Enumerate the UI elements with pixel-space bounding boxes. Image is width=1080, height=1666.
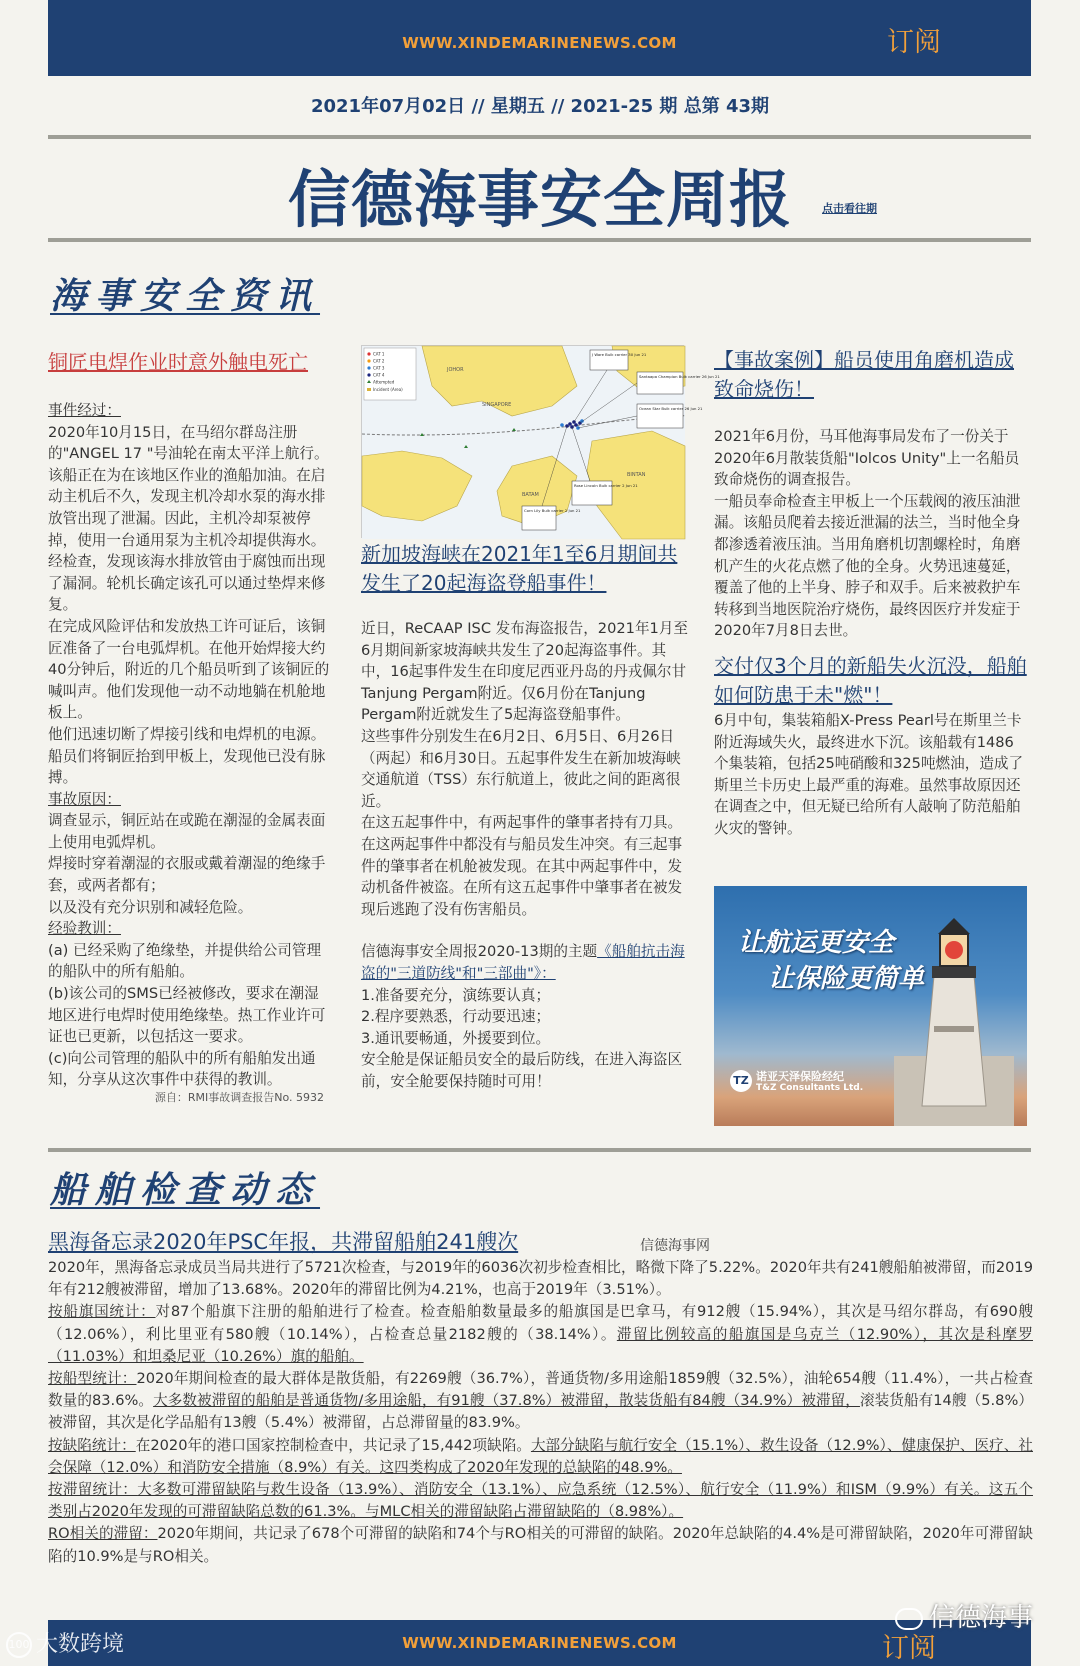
stat-label: 按船旗国统计：	[48, 1303, 156, 1321]
incident-callout: J Ware Bulk carrier 30 Jun 21	[592, 352, 647, 357]
place-label: SINGAPORE	[482, 402, 512, 408]
article-grinder-burn	[714, 346, 1027, 840]
site-url[interactable]: WWW.XINDEMARINENEWS.COM	[402, 1634, 677, 1652]
reference-prefix: 信德海事安全周报2020-13期的主题	[361, 943, 598, 961]
wechat-icon	[895, 1608, 923, 1630]
reference-link[interactable]: 《船舶抗击海盗的"三道防线"和"三部曲"》：	[361, 943, 685, 982]
stat-paragraph	[48, 1479, 1033, 1523]
article-source: 信德海事网	[640, 1238, 710, 1254]
article-paragraph: 近日，ReCAAP ISC 发布海盗报告，2021年1月至6月期间新家坡海峡共发生了20起海盗事件。其中，16起事件发生在印度尼西亚丹岛的丹戎佩尔甘Tanjung Pergam附近。仅6月份在Tanjung Pergam附近就发生了5起海盗登船事件。	[361, 620, 689, 724]
stat-text-underlined: 大多数被滞留的船舶是普通货物/多用途船，有91艘（37.8%）被滞留，散装货船有84艘（34.9%）被滞留，	[153, 1392, 860, 1410]
divider	[48, 135, 1031, 139]
platform-watermark	[6, 1627, 124, 1658]
brand-name: 大数跨境	[36, 1632, 125, 1657]
masthead-title: 信德海事安全周报	[287, 163, 792, 236]
stat-paragraph	[48, 1523, 1033, 1567]
article-headline[interactable]: 铜匠电焊作业时意外触电死亡	[48, 350, 308, 374]
article-singapore-piracy	[361, 540, 694, 1092]
article-paragraph: 调查显示，铜匠站在或跪在潮湿的金属表面上使用电弧焊机。	[48, 812, 326, 851]
stat-label: 按船型统计：	[48, 1370, 137, 1388]
legend-entry: CAT 1	[373, 351, 385, 357]
stat-paragraph	[48, 1368, 1033, 1435]
legend-marker	[367, 366, 370, 369]
subheading: 经验教训：	[48, 920, 121, 938]
map-legend	[364, 348, 416, 400]
article-headline[interactable]: 黑海备忘录2020年PSC年报，共滞留船舶241艘次	[48, 1230, 519, 1254]
article-paragraph: 一船员奉命检查主甲板上一个压载阀的液压油泄漏。该船员爬着去接近泄漏的法兰，当时他全身都渗透着液压油。当用角磨机切割螺栓时，角磨机产生的火花点燃了他的全身。火势迅速蔓延，覆盖了他的上半身、脖子和双手。后来被救护车转移到当地医院治疗烧伤，最终因医疗并发症于2020年7月8日去世。	[714, 492, 1021, 640]
article-paragraph: (c)向公司管理的船队中的所有船舶发出通知，分享从这次事件中获得的教训。	[48, 1049, 316, 1089]
article-paragraph: (b)该公司的SMS已经被修改，要求在潮湿地区进行电焊时使用绝缘垫。热工作业许可证也已更新，以包括这一要求。	[48, 985, 326, 1046]
legend-marker	[367, 352, 370, 355]
section-title-ship-inspection: 船舶检查动态	[50, 1170, 321, 1211]
stat-text: 滚装货船有14艘（5.8%）被滞留，其次是化学品船有13艘（5.4%）被滞留，占总滞留量的83.9%。	[48, 1392, 1033, 1432]
legend-marker	[367, 388, 371, 391]
place-label: BATAM	[522, 492, 539, 498]
list-item: 1.准备要充分，演练要认真；	[361, 986, 551, 1004]
issue-dateline: 2021年07月02日 // 星期五 // 2021-25 期 总第 43期	[310, 96, 770, 117]
stat-text-underlined: 滞留比例较高的船旗国是乌克兰（12.90%），其次是科摩罗（11.03%）和坦桑尼亚（10.26%）旗的船舶。	[48, 1325, 1033, 1365]
subscribe-button[interactable]: 订阅	[882, 1633, 936, 1664]
incident-callout: Ocean Star Bulk carrier 26 Jun 21	[639, 406, 703, 411]
stat-text: 2020年期间检查的最大群体是散货船，有2269艘（36.7%），普通货物/多用途船1859艘（32.5%），油轮654艘（11.4%），一共占检查数量的83.6%。	[48, 1370, 1033, 1410]
psc-report-body	[48, 1257, 1033, 1568]
article-body	[48, 400, 332, 1091]
stat-paragraph	[48, 1435, 1033, 1479]
article-headline[interactable]: 【事故案例】船员使用角磨机造成致命烧伤！	[714, 348, 1014, 401]
watermark-text: 信德海事	[929, 1603, 1034, 1633]
article-paragraph: 以及没有充分识别和减轻危险。	[48, 898, 253, 916]
legend-entry: CAT 4	[373, 372, 385, 378]
stat-text: 2020年期间，共记录了678个可滞留的缺陷和74个与RO相关的可滞留的缺陷。2020年总缺陷的4.4%是可滞留缺陷，2020年可滞留缺陷的10.9%是与RO相关。	[48, 1525, 1033, 1565]
ad-company-name-en: T&Z Consultants Ltd.	[756, 1083, 864, 1093]
stat-label: 按滞留统计：	[48, 1481, 138, 1499]
article-paragraph: 安全舱是保证船员安全的最后防线，在进入海盗区前，安全舱要保持随时可用！	[361, 1051, 683, 1090]
piracy-incident-map	[361, 345, 720, 538]
subheading: 事件经过：	[48, 402, 121, 419]
article-paragraph: 在完成风险评估和发放热工许可证后，该铜匠准备了一台电弧焊机。在他开始焊接大约40分钟后，附近的几个船员听到了该铜匠的喊叫声。他们发现他一动不动地躺在机舱地板上。	[48, 617, 330, 722]
article-paragraph: 这些事件分别发生在6月2日、6月5日、6月26日（两起）和6月30日。五起事件发生在新加坡海峡交通航道（TSS）东行航道上，彼此之间的距离很近。	[361, 727, 681, 810]
stat-text-underlined: 大多数可滞留缺陷与救生设备（13.9%）、消防安全（13.1%）、应急系统（12.5%）、航行安全（11.9%）和ISM（9.9%）有关。这五个类别占2020年发现的可滞留缺陷总数的61.3%。与MLC相关的滞留缺陷占滞留缺陷的（8.98%）。	[48, 1481, 1033, 1521]
list-item: 3.通讯要畅通，外援要到位。	[361, 1029, 551, 1047]
subheading: 事故原因：	[48, 790, 121, 808]
article-paragraph: 2020年10月15日，在马绍尔群岛注册的"ANGEL 17 "号油轮在南太平洋上航行。该船正在为在该地区作业的渔船加油。在启动主机后不久，发现主机冷却水泵的海水排放管出现了泄漏。因此，主机冷却泵被停掉，使用一台通用泵为主机冷却提供海水。经检查，发现该海水排放管由于腐蚀而出现了漏洞。轮机长确定该孔可以通过垫焊来修复。	[48, 423, 329, 614]
divider	[48, 1148, 1031, 1152]
past-issues-link[interactable]: 点击看往期	[822, 202, 877, 215]
lighthouse-icon	[894, 906, 1014, 1126]
article-paragraph: 2020年，黑海备忘录成员当局共进行了5721次检查，与2019年的6036次初步检查相比，略微下降了5.22%。2020年共有241艘船舶被滞留，而2019年有212艘被滞留，增加了13.68%。2020年的滞留比例为4.21%，也高于2019年（3.51%）。	[48, 1259, 1033, 1299]
stat-text-underlined: 大部分缺陷与航行安全（15.1%）、救生设备（12.9%）、健康保护、医疗、社会保障（12.0%）和消防安全措施（8.9%）有关。这四类构成了2020年发现的总缺陷的48.9%。	[48, 1436, 1033, 1476]
article-paragraph: 焊接时穿着潮湿的衣服或戴着潮湿的绝缘手套，或两者都有；	[48, 855, 326, 895]
legend-entry: CAT 3	[373, 365, 385, 371]
legend-marker	[367, 373, 370, 376]
stat-paragraph	[48, 1301, 1033, 1368]
ad-slogan: 让保险更简单	[768, 964, 925, 994]
legend-entry: Attempted	[373, 379, 395, 385]
top-banner	[48, 0, 1031, 76]
place-label: JOHOR	[447, 367, 464, 373]
incident-callout: Corn Lily Bulk carrier 2 Jun 21	[524, 508, 581, 513]
list-item: 2.程序要熟悉，行动要迅速；	[361, 1008, 551, 1026]
article-paragraph: 在这五起事件中，有两起事件的肇事者持有刀具。在这两起事件中都没有与船员发生冲突。有三起事件的肇事者在机舱被发现。在其中两起事件中，发动机备件被盗。在所有这五起事件中肇事者在被发现后逃跑了没有伤害船员。	[361, 814, 683, 918]
article-headline[interactable]: 新加坡海峡在2021年1至6月期间共发生了20起海盗登船事件！	[361, 542, 678, 595]
article-source: 源自：RMI事故调查报告No. 5932	[154, 1091, 324, 1104]
stat-text: 在2020年的港口国家控制检查中，共记录了15,442项缺陷。	[135, 1436, 531, 1454]
ad-company-name: 诺亚天泽保险经纪	[756, 1070, 844, 1083]
incident-callout: Santaapa Champion Bulk carrier 26 Jun 21	[639, 374, 720, 379]
legend-entry: CAT 2	[373, 358, 385, 364]
stat-label: RO相关的滞留：	[48, 1525, 158, 1543]
section-title-safety-news: 海事安全资讯	[50, 276, 321, 317]
place-label: BINTAN	[627, 472, 646, 478]
article-paragraph: 6月中旬，集装箱船X-Press Pearl号在斯里兰卡附近海域失火，最终进水下沉。该船载有1486个集装箱，包括25吨硝酸和325吨燃油，造成了斯里兰卡历史上最严重的海难。虽然事故原因还在调查之中，但无疑已给所有人敲响了防范船舶火灾的警钟。	[714, 711, 1024, 837]
wechat-watermark	[895, 1597, 1033, 1634]
tz-logo-icon: TZ	[730, 1070, 752, 1092]
brand-badge-icon: 100	[6, 1632, 32, 1658]
site-url[interactable]: WWW.XINDEMARINENEWS.COM	[402, 34, 677, 52]
incident-callout: Rose Lincoln Bulk carrier 2 Jun 21	[574, 483, 638, 488]
article-electrocution	[48, 348, 332, 1105]
subscribe-button[interactable]: 订阅	[887, 27, 941, 58]
article-paragraph: 2021年6月份，马耳他海事局发布了一份关于2020年6月散装货船"Iolcos Unity"上一名船员致命烧伤的调查报告。	[714, 428, 1020, 489]
stat-text: 对87个船旗下注册的船舶进行了检查。检查船舶数量最多的船旗国是巴拿马，有912艘（15.94%），其次是马绍尔群岛，有690艘（12.06%），利比里亚有580艘（10.14%），占检查总量2182艘的（38.14%）。	[48, 1303, 1033, 1343]
article-paragraph: (a) 已经采购了绝缘垫，并提供给公司管理的船队中的所有船舶。	[48, 941, 322, 981]
legend-marker	[367, 359, 370, 362]
ad-slogan: 让航运更安全	[738, 928, 895, 958]
article-paragraph: 他们迅速切断了焊接引线和电焊机的电源。船员们将铜匠抬到甲板上，发现他已没有脉搏。	[48, 725, 326, 787]
divider	[48, 238, 1031, 242]
stat-label: 按缺陷统计：	[48, 1436, 136, 1454]
bottom-banner	[48, 1620, 1031, 1666]
article-headline[interactable]: 交付仅3个月的新船失火沉没，船舶如何防患于未"燃"！	[714, 653, 1027, 707]
map-graphic	[362, 346, 720, 539]
insurance-ad-banner[interactable]	[714, 886, 1027, 1126]
legend-entry: Incident (Area)	[373, 387, 403, 392]
